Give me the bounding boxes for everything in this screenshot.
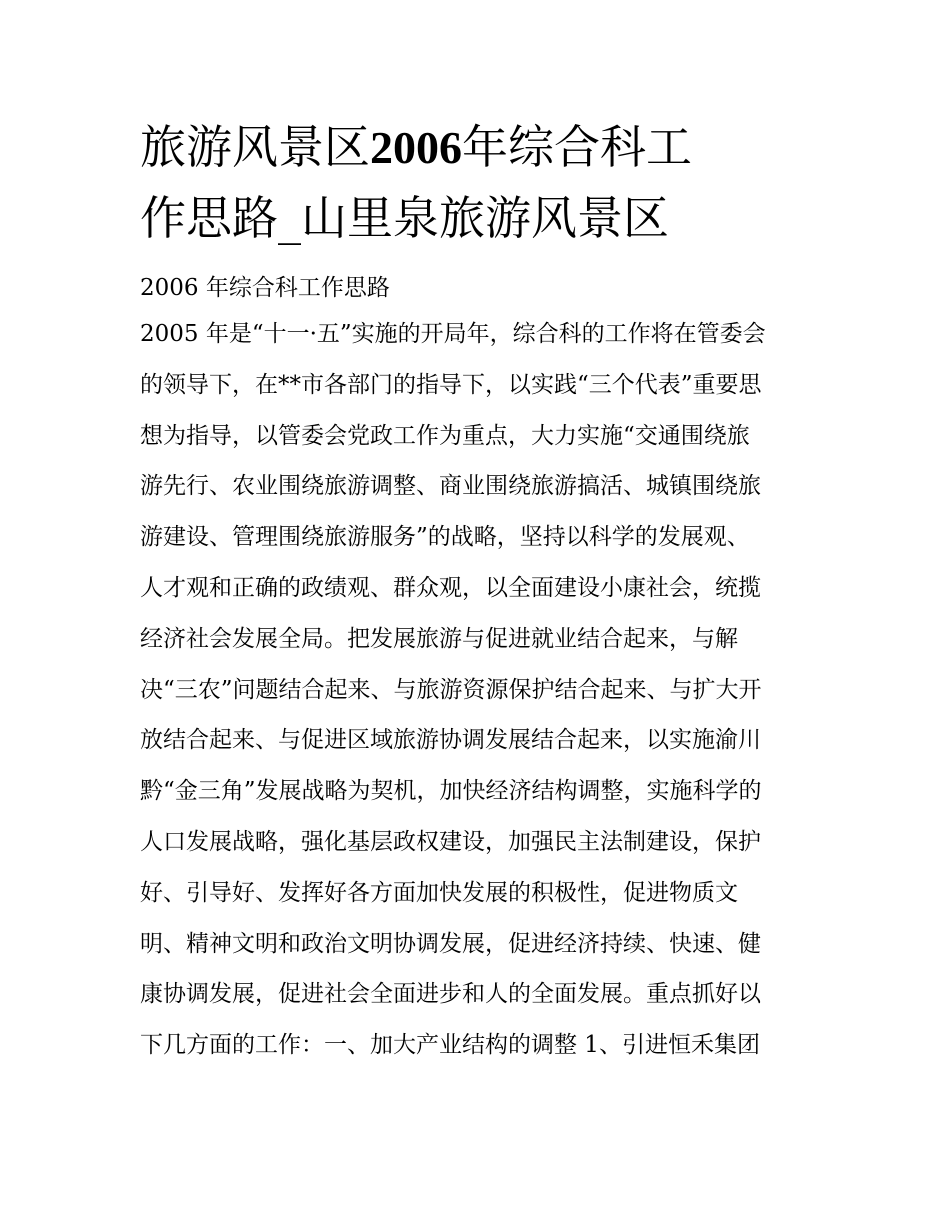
body-line: 经济社会发展全局。把发展旅游与促进就业结合起来，与解 [140,625,738,652]
body-line: 人口发展战略，强化基层政权建设，加强民主法制建设，保护 [140,828,761,855]
title-line-1-pre: 旅游风景区 [140,120,370,174]
document-title [140,112,820,253]
body-line: 下几方面的工作：一、加大产业结构的调整 1、引进恒禾集团 [140,1032,760,1059]
title-line-2: 作思路_山里泉旅游风景区 [140,191,669,245]
body-line: 决“三农”问题结合起来、与旅游资源保护结合起来、与扩大开 [140,676,762,703]
body-line: 明、精神文明和政治文明协调发展，促进经济持续、快速、健 [140,930,761,957]
body-line: 人才观和正确的政绩观、群众观，以全面建设小康社会，统揽 [140,574,761,601]
body-line: 游建设、管理围绕旅游服务”的战略，坚持以科学的发展观、 [140,524,750,551]
document-subtitle: 2006 年综合科工作思路 [140,275,390,301]
body-line: 黔“金三角”发展战略为契机，加快经济结构调整，实施科学的 [140,778,762,805]
title-line-1 [140,112,820,183]
document-body [140,309,820,1071]
body-line: 想为指导，以管委会党政工作为重点，大力实施“交通围绕旅 [140,422,750,449]
body-line: 2005 年是“十一·五”实施的开局年，综合科的工作将在管委会 [140,321,766,347]
title-line-1-post: 年综合科工 [462,120,692,174]
title-line-1-year: 2006 [370,122,462,173]
body-line: 康协调发展，促进社会全面进步和人的全面发展。重点抓好以 [140,981,761,1008]
body-line: 游先行、农业围绕旅游调整、商业围绕旅游搞活、城镇围绕旅 [140,473,761,500]
body-line: 的领导下，在**市各部门的指导下，以实践“三个代表”重要思 [140,371,762,398]
body-line: 放结合起来、与促进区域旅游协调发展结合起来，以实施渝川 [140,727,761,754]
document-page [140,112,820,1071]
body-line: 好、引导好、发挥好各方面加快发展的积极性，促进物质文 [140,879,738,906]
